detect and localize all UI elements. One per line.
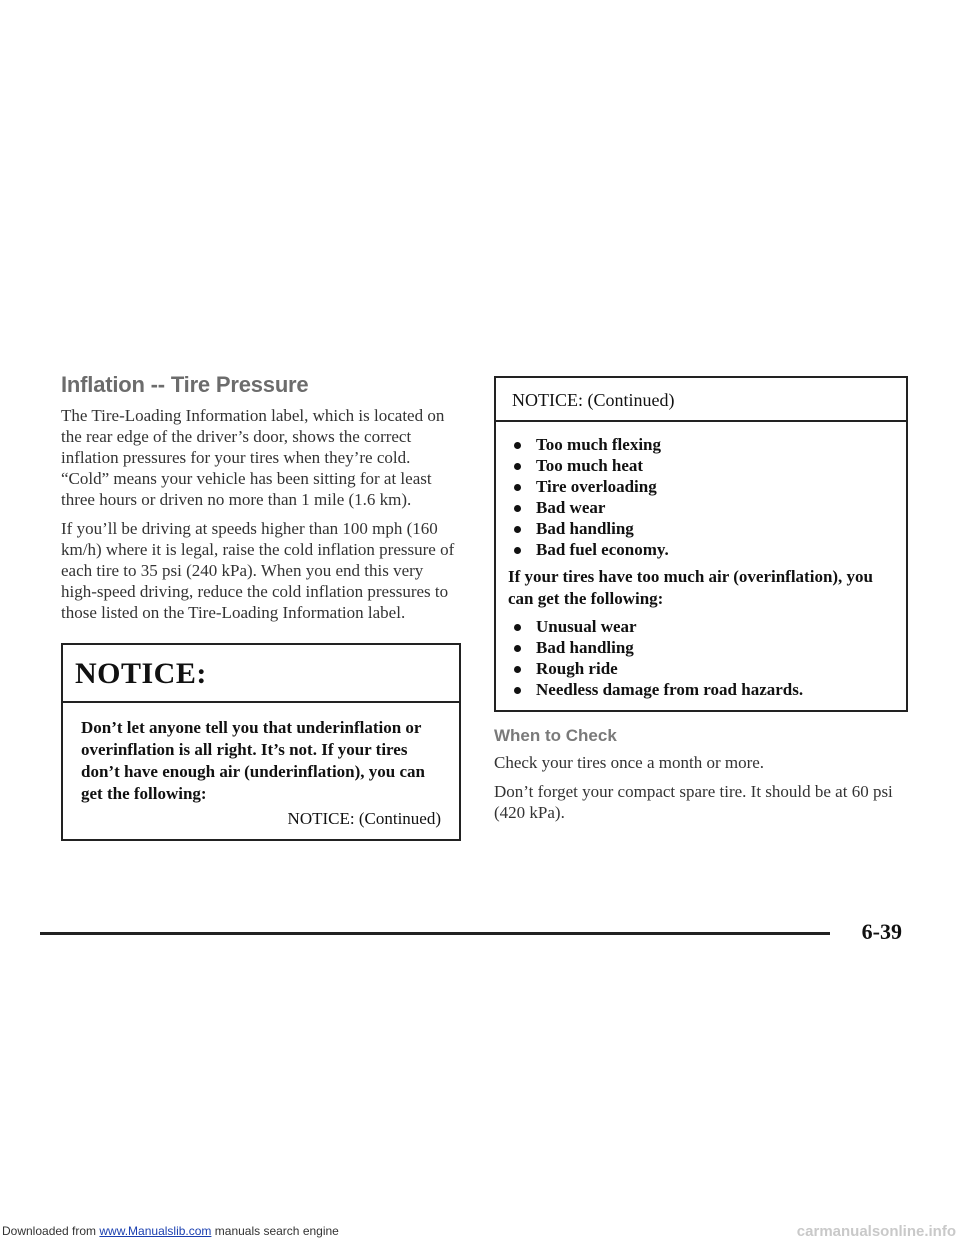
download-notice: Downloaded from www.Manualslib.com manuals search engine [2, 1224, 339, 1238]
notice-body [63, 703, 459, 839]
manualslib-link[interactable]: www.Manualslib.com [99, 1224, 212, 1238]
list-item: Rough ride [508, 658, 894, 679]
notice-continued-box [494, 376, 908, 712]
bullet-icon [514, 484, 521, 491]
list-item: Needless damage from road hazards. [508, 679, 894, 700]
notice-header [63, 645, 459, 703]
paragraph-spare-tire: Don’t forget your compact spare tire. It should be at 60 psi (420 kPa). [494, 782, 893, 822]
paragraph-check-monthly: Check your tires once a month or more. [494, 753, 765, 772]
bullet-icon [514, 547, 521, 554]
underinflation-list [508, 434, 894, 560]
bullet-icon [514, 505, 521, 512]
list-item: Bad handling [508, 637, 894, 658]
bullet-icon [514, 526, 521, 533]
list-item: Bad wear [508, 497, 894, 518]
page-number: 6-39 [861, 919, 902, 944]
download-footer [0, 1222, 960, 1242]
overinflation-list [508, 616, 894, 700]
right-column [494, 376, 908, 831]
paragraph-cold-pressure: The Tire-Loading Information label, which is located on the rear edge of the driver’s door, shows the correct inflation pressures for your tires when they’re cold. “Cold” means your vehicle has been sitting for at least three hours or driven no more than 1 mile (1.6 km). [61, 406, 445, 509]
list-item: Bad fuel economy. [508, 539, 894, 560]
watermark-text: carmanualsonline.info [796, 1223, 956, 1240]
notice-text: Don’t let anyone tell you that underinflation or overinflation is all right. It’s not. If your tires don’t have enough air (underinflation), you can get the following: [81, 718, 425, 803]
bullet-icon [514, 463, 521, 470]
notice-continued-body [496, 422, 906, 710]
notice-continued-label: NOTICE: (Continued) [287, 809, 441, 828]
paragraph-high-speed: If you’ll be driving at speeds higher than 100 mph (160 km/h) where it is legal, raise the cold inflation pressure of each tire to 35 psi (240 kPa). When you end this very high-speed driving, reduce the cold inflation pressures to those listed on the Tire-Loading Information label. [61, 519, 455, 622]
left-column [61, 372, 461, 841]
list-item: Too much flexing [508, 434, 894, 455]
bullet-icon [514, 624, 521, 631]
list-item: Too much heat [508, 455, 894, 476]
section-heading-when-to-check: When to Check [494, 726, 617, 745]
bullet-icon [514, 645, 521, 652]
overinflation-heading: If your tires have too much air (overinflation), you can get the following: [508, 567, 874, 608]
notice-continued-title: NOTICE: (Continued) [496, 378, 906, 422]
list-item: Bad handling [508, 518, 894, 539]
section-heading-inflation: Inflation -- Tire Pressure [61, 372, 309, 397]
notice-box [61, 643, 461, 841]
bullet-icon [514, 687, 521, 694]
notice-title: NOTICE: [75, 657, 207, 690]
bullet-icon [514, 666, 521, 673]
footer-rule [40, 932, 830, 935]
bullet-icon [514, 442, 521, 449]
list-item: Unusual wear [508, 616, 894, 637]
list-item: Tire overloading [508, 476, 894, 497]
